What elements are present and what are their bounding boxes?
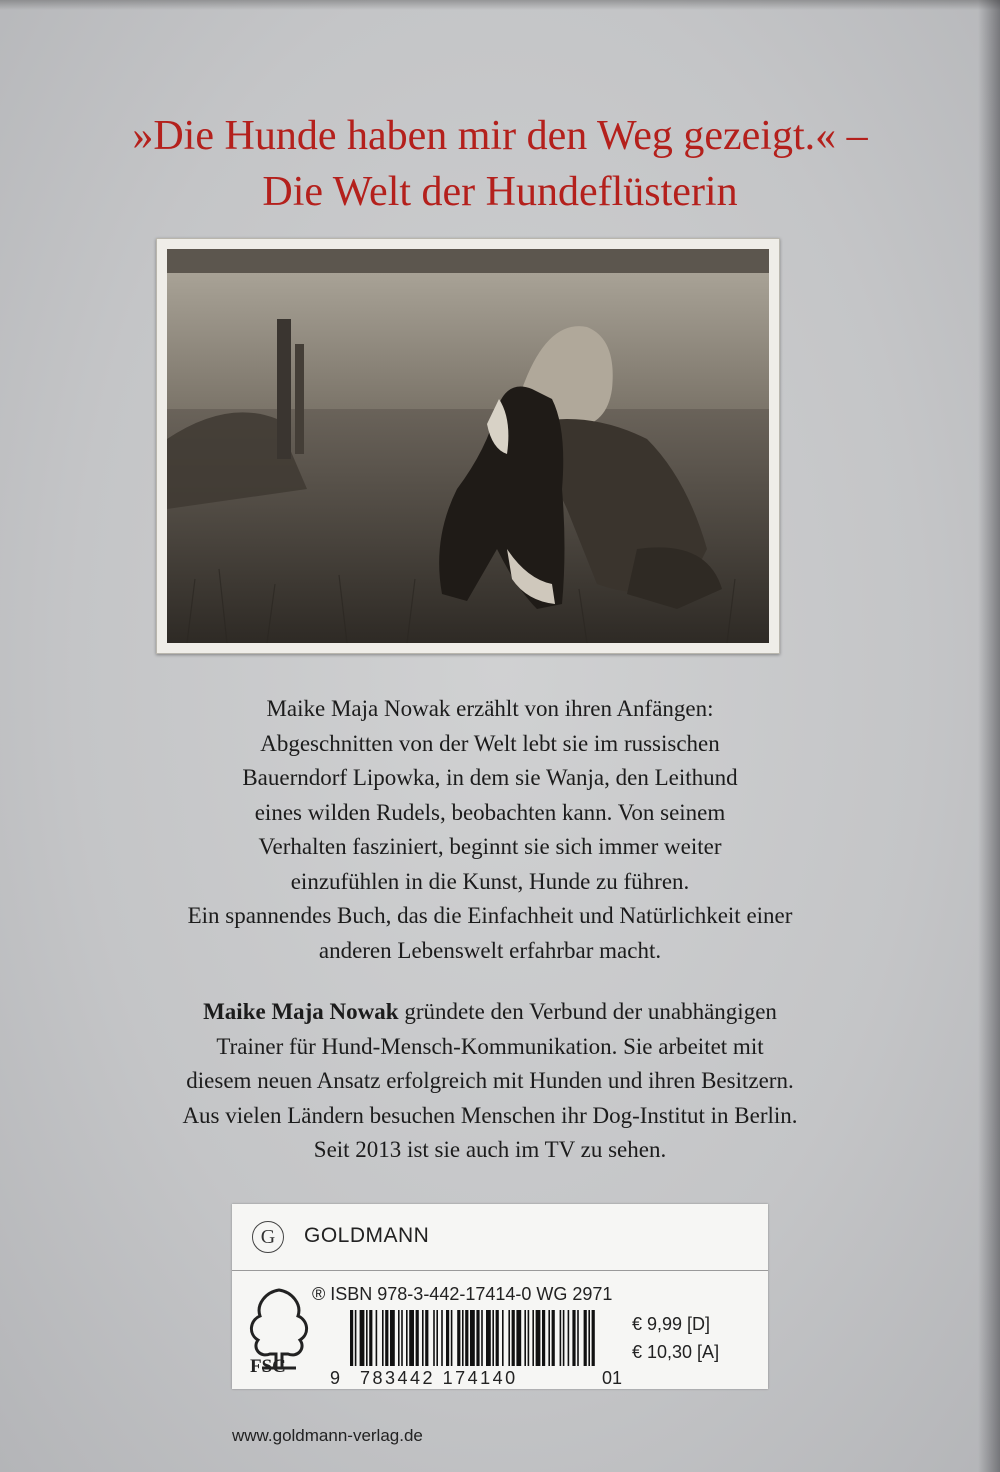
barcode-bar	[492, 1310, 494, 1366]
barcode-bar	[552, 1310, 555, 1366]
headline	[0, 108, 1000, 220]
barcode	[350, 1310, 620, 1366]
barcode-bar	[470, 1310, 475, 1366]
barcode-bar	[508, 1310, 510, 1366]
barcode-bar	[360, 1310, 365, 1366]
barcode-bar	[462, 1310, 464, 1366]
barcode-addon: 01	[602, 1368, 623, 1388]
barcode-bar	[465, 1310, 468, 1366]
headline-line-1: »Die Hunde haben mir den Weg gezeigt.« –	[132, 113, 868, 159]
bio-line: Trainer für Hund-Mensch-Kommunikation. Sie arbeitet mit	[216, 1033, 764, 1059]
author-name: Maike Maja Nowak	[203, 999, 399, 1024]
blurb-line: einzufühlen in die Kunst, Hunde zu führen.	[290, 868, 690, 894]
barcode-bar	[568, 1310, 570, 1366]
barcode-bar	[382, 1310, 384, 1366]
barcode-bar	[542, 1310, 545, 1366]
barcode-bar	[436, 1310, 438, 1366]
barcode-bar	[398, 1310, 400, 1366]
fsc-label: FSC	[250, 1356, 286, 1377]
bio-line-rest: gründete den Verbund der unabhängigen	[398, 999, 777, 1024]
barcode-bar	[425, 1310, 428, 1366]
barcode-bar	[536, 1310, 541, 1366]
bio-line: Seit 2013 ist sie auch im TV zu sehen.	[313, 1137, 667, 1162]
headline-line-2: Die Welt der Hundeflüsterin	[262, 169, 738, 215]
barcode-bar	[512, 1310, 515, 1366]
barcode-bar	[376, 1310, 378, 1366]
barcode-bar	[548, 1310, 550, 1366]
barcode-bar	[369, 1310, 372, 1366]
publisher-website[interactable]: www.goldmann-verlag.de	[232, 1426, 423, 1445]
barcode-bar	[502, 1310, 504, 1366]
barcode-bar	[572, 1310, 575, 1366]
barcode-bar	[560, 1310, 562, 1366]
barcode-bar	[496, 1310, 499, 1366]
barcode-bar	[516, 1310, 521, 1366]
blurb-line: anderen Lebenswelt erfahrbar macht.	[318, 937, 662, 963]
barcode-label	[232, 1204, 768, 1389]
barcode-bar	[588, 1310, 590, 1366]
barcode-bar	[366, 1310, 368, 1366]
publisher-bar	[232, 1204, 768, 1271]
barcode-bar	[563, 1310, 565, 1366]
barcode-bar	[592, 1310, 595, 1366]
barcode-bar	[528, 1310, 530, 1366]
blurb-line: eines wilden Rudels, beobachten kann. Von seinem	[254, 799, 726, 825]
barcode-digits: 783442 174140	[360, 1368, 518, 1388]
isbn: ® ISBN 978-3-442-17414-0 WG 2971	[312, 1284, 613, 1304]
barcode-bar	[401, 1310, 403, 1366]
blurb-line: Bauerndorf Lipowka, in dem sie Wanja, den Leithund	[242, 765, 738, 790]
blurb-line: Abgeschnitten von der Welt lebt sie im russischen	[260, 730, 720, 756]
barcode-bar	[416, 1310, 419, 1366]
barcode-bar	[406, 1310, 408, 1366]
bio-line	[60, 995, 920, 1030]
barcode-bar	[524, 1310, 526, 1366]
blurb-line: Verhalten fasziniert, beginnt sie sich immer weiter	[258, 834, 722, 859]
cover-top-shadow	[0, 0, 1000, 10]
blurb-line: Maike Maja Nowak erzählt von ihren Anfängen:	[266, 696, 714, 721]
barcode-bar	[422, 1310, 424, 1366]
barcode-bar	[457, 1310, 460, 1366]
book-description	[60, 692, 920, 968]
barcode-bar	[433, 1310, 435, 1366]
barcode-bar	[385, 1310, 388, 1366]
barcode-bar	[350, 1310, 353, 1366]
barcode-bar	[577, 1310, 579, 1366]
barcode-bar	[476, 1310, 479, 1366]
cover-spine-shadow	[978, 0, 1000, 1472]
barcode-bar	[486, 1310, 491, 1366]
author-photo	[156, 238, 780, 654]
barcode-bar	[532, 1310, 534, 1366]
blurb-line: Ein spannendes Buch, das die Einfachheit und Natürlichkeit einer	[187, 903, 793, 928]
goldmann-g-logo-icon: G	[252, 1221, 284, 1253]
barcode-bar	[481, 1310, 483, 1366]
price-germany: € 9,99 [D]	[632, 1314, 711, 1334]
barcode-bar	[390, 1310, 395, 1366]
barcode-bar	[451, 1310, 453, 1366]
publisher-name: GOLDMANN	[304, 1224, 430, 1247]
barcode-bar	[355, 1310, 357, 1366]
barcode-bar	[441, 1310, 443, 1366]
price-austria: € 10,30 [A]	[632, 1342, 720, 1362]
barcode-first-digit: 9	[330, 1368, 341, 1388]
barcode-bar	[446, 1310, 449, 1366]
author-bio	[60, 995, 920, 1168]
bio-line: Aus vielen Ländern besuchen Menschen ihr Dog-Institut in Berlin.	[182, 1102, 798, 1128]
barcode-bar	[584, 1310, 587, 1366]
barcode-bar	[409, 1310, 414, 1366]
bio-line: diesem neuen Ansatz erfolgreich mit Hunden und ihren Besitzern.	[186, 1068, 794, 1093]
author-with-dog-photo	[167, 249, 769, 643]
